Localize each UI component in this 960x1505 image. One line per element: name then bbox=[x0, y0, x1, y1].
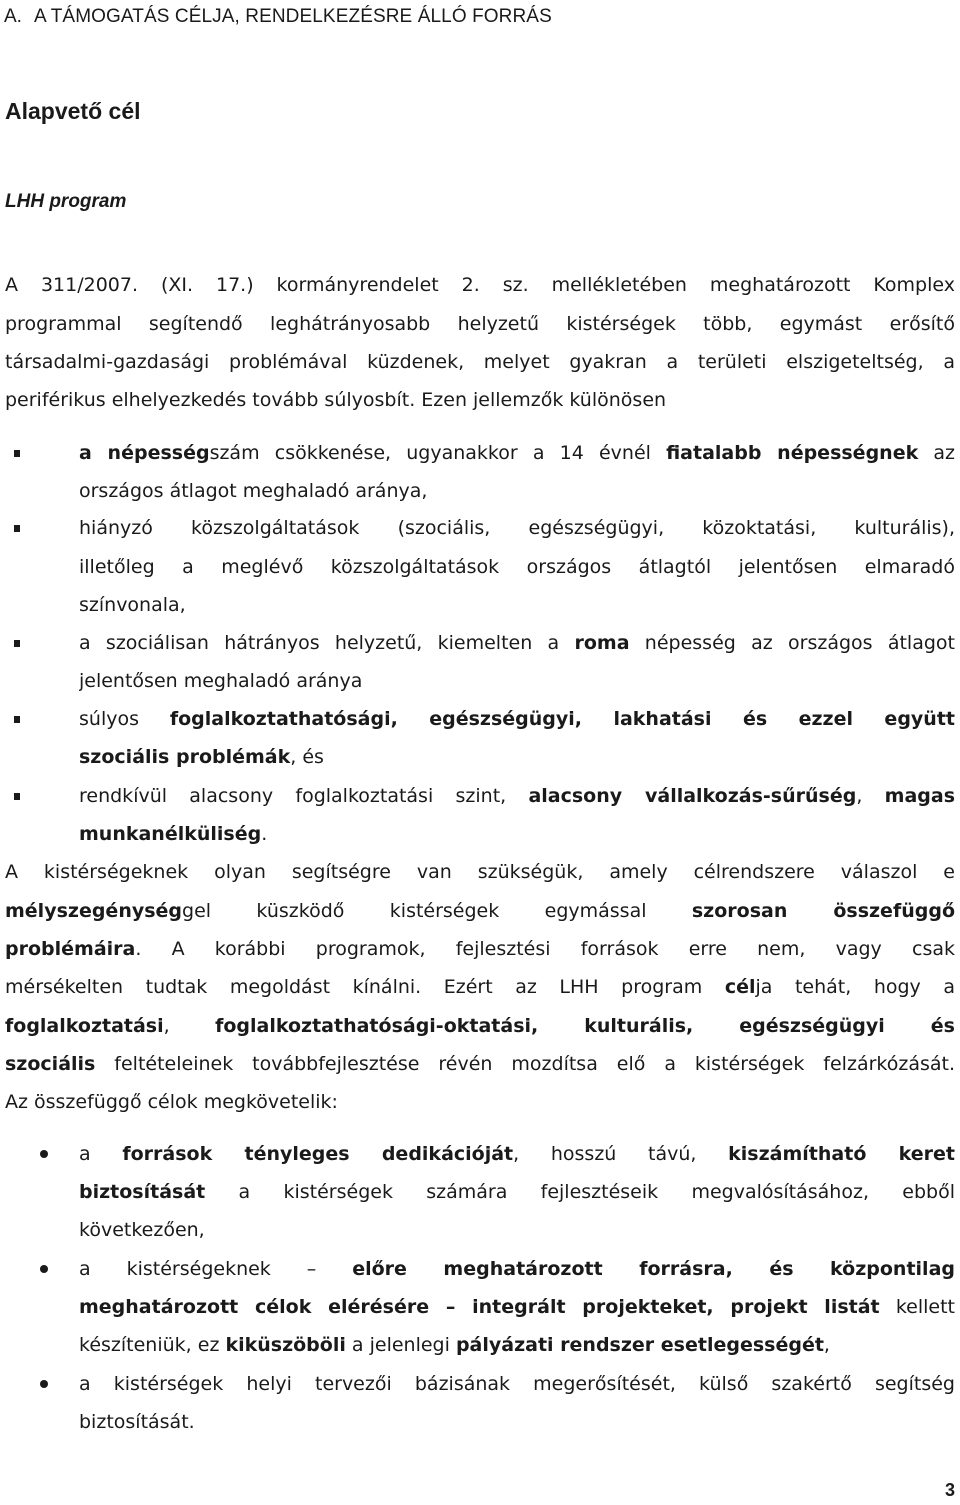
emphasis-text: foglalkoztathatósági-oktatási, kulturális, egészségügyi és bbox=[215, 1015, 955, 1037]
emphasis-text: kiküszöböli bbox=[225, 1334, 346, 1356]
text-line: A kistérségeknek olyan segítségre van szükségük, amely célrendszere válaszol e bbox=[5, 861, 955, 883]
emphasis-text: cél bbox=[724, 976, 756, 998]
emphasis-text: magas bbox=[884, 785, 955, 807]
emphasis-text: munkanélküliség bbox=[79, 823, 262, 845]
list-item-line: illetőleg a meglévő közszolgáltatások országos átlagtól jelentősen elmaradó bbox=[79, 556, 955, 578]
list-item-line: hiányzó közszolgáltatások (szociális, egészségügyi, közoktatási, kulturális), bbox=[79, 517, 955, 539]
list-item-line: a népességszám csökkenése, ugyanakkor a 14 évnél fiatalabb népességnek az bbox=[79, 442, 955, 464]
list-item-line: a kistérségeknek – előre meghatározott forrásra, és központilag bbox=[79, 1258, 955, 1280]
text-line: foglalkoztatási, foglalkoztathatósági-oktatási, kulturális, egészségügyi és bbox=[5, 1015, 955, 1037]
square-bullet-icon bbox=[14, 716, 20, 723]
section-heading bbox=[4, 5, 552, 29]
list-item-line: szociális problémák, és bbox=[79, 746, 324, 768]
text-line: problémáira. A korábbi programok, fejlesztési források erre nem, vagy csak bbox=[5, 938, 955, 960]
list-item-line: súlyos foglalkoztathatósági, egészségügyi, lakhatási és ezzel együtt bbox=[79, 708, 955, 730]
emphasis-text: biztosítását bbox=[79, 1181, 206, 1203]
list-item-line: következően, bbox=[79, 1219, 205, 1241]
emphasis-text: meghatározott célok elérésére – integrált projekteket, projekt listát bbox=[79, 1296, 880, 1318]
square-bullet-icon bbox=[14, 640, 20, 647]
emphasis-text: alacsony vállalkozás-sűrűség bbox=[528, 785, 857, 807]
emphasis-text: pályázati rendszer esetlegességét bbox=[455, 1334, 824, 1356]
text-line: programmal segítendő leghátrányosabb helyzetű kistérségek több, egymást erősítő bbox=[5, 313, 955, 335]
list-item-line: a források tényleges dedikációját, hosszú távú, kiszámítható keret bbox=[79, 1143, 955, 1165]
emphasis-text: szociális bbox=[5, 1053, 96, 1075]
list-item-line: biztosítását a kistérségek számára fejlesztéseik megvalósításához, ebből bbox=[79, 1181, 955, 1203]
emphasis-text: foglalkoztatási bbox=[5, 1015, 164, 1037]
emphasis-text: mélyszegénység bbox=[5, 900, 183, 922]
emphasis-text: szociális problémák bbox=[79, 746, 291, 768]
emphasis-text: szorosan összefüggő bbox=[691, 900, 955, 922]
list-item-line: jelentősen meghaladó aránya bbox=[79, 670, 363, 692]
section-letter: A. bbox=[4, 6, 22, 27]
text-line: periférikus elhelyezkedés tovább súlyosbít. Ezen jellemzők különösen bbox=[5, 389, 667, 411]
emphasis-text: fiatalabb népességnek bbox=[666, 442, 919, 464]
list-item-line: rendkívül alacsony foglalkoztatási szint, alacsony vállalkozás-sűrűség, magas bbox=[79, 785, 955, 807]
program-label: LHH program bbox=[5, 191, 127, 212]
emphasis-text: a népesség bbox=[79, 442, 210, 464]
emphasis-text: kiszámítható keret bbox=[728, 1143, 955, 1165]
emphasis-text: források tényleges dedikációját bbox=[122, 1143, 514, 1165]
list-item-line: biztosítását. bbox=[79, 1411, 195, 1433]
list-item-line: munkanélküliség. bbox=[79, 823, 268, 845]
page-number: 3 bbox=[945, 1480, 956, 1500]
list-item-line: országos átlagot meghaladó aránya, bbox=[79, 480, 428, 502]
round-bullet-icon bbox=[40, 1150, 48, 1158]
list-item-line: a szociálisan hátrányos helyzetű, kiemelten a roma népesség az országos átlagot bbox=[79, 632, 955, 654]
list-item-line: meghatározott célok elérésére – integrált projekteket, projekt listát kellett bbox=[79, 1296, 955, 1318]
round-bullet-icon bbox=[40, 1380, 48, 1388]
text-line: A 311/2007. (XI. 17.) kormányrendelet 2. sz. mellékletében meghatározott Komplex bbox=[5, 274, 955, 296]
list-item-line: készíteniük, ez kiküszöböli a jelenlegi pályázati rendszer esetlegességét, bbox=[79, 1334, 830, 1356]
text-line: mérsékelten tudtak megoldást kínálni. Ezért az LHH program célja tehát, hogy a bbox=[5, 976, 955, 998]
list-item-line: színvonala, bbox=[79, 594, 186, 616]
list-item-line: a kistérségek helyi tervezői bázisának megerősítését, külső szakértő segítség bbox=[79, 1373, 955, 1395]
round-bullet-icon bbox=[40, 1265, 48, 1273]
text-line: mélyszegénységgel küszködő kistérségek egymással szorosan összefüggő bbox=[5, 900, 955, 922]
text-line: társadalmi-gazdasági problémával küzdenek, melyet gyakran a területi elszigeteltség, a bbox=[5, 351, 955, 373]
text-line: Az összefüggő célok megkövetelik: bbox=[5, 1091, 338, 1113]
section-title: A TÁMOGATÁS CÉLJA, RENDELKEZÉSRE ÁLLÓ FORRÁS bbox=[33, 6, 552, 27]
emphasis-text: előre meghatározott forrásra, és központilag bbox=[352, 1258, 955, 1280]
square-bullet-icon bbox=[14, 450, 20, 457]
square-bullet-icon bbox=[14, 793, 20, 800]
emphasis-text: problémáira bbox=[5, 938, 136, 960]
emphasis-text: foglalkoztathatósági, egészségügyi, lakhatási és ezzel együtt bbox=[169, 708, 955, 730]
subheading: Alapvető cél bbox=[5, 98, 141, 124]
emphasis-text: roma bbox=[574, 632, 630, 654]
text-line: szociális feltételeinek továbbfejlesztése révén mozdítsa elő a kistérségek felzárkózását. bbox=[5, 1053, 955, 1075]
square-bullet-icon bbox=[14, 525, 20, 532]
